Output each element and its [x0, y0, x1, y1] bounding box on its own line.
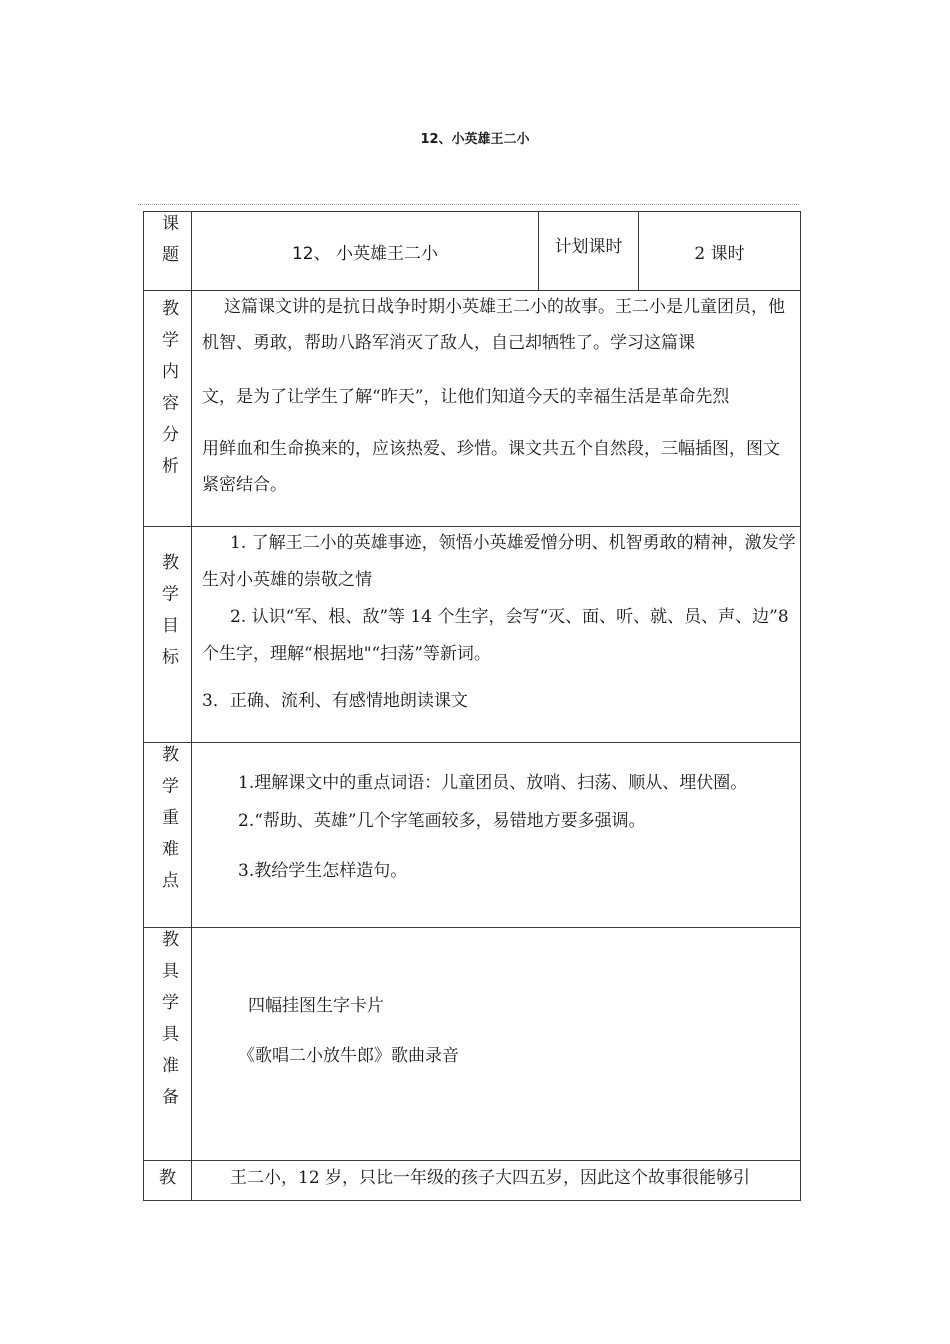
key-point-3: 3.教给学生怎样造句。 — [238, 861, 408, 881]
objectives-cell — [192, 527, 801, 743]
label-lesson-text: 课题 — [158, 214, 178, 276]
key-points-cell — [192, 743, 801, 928]
label-materials-text: 教具学具准备 — [158, 930, 178, 1119]
label-process — [144, 1161, 192, 1201]
process-cell — [192, 1161, 801, 1201]
row-materials — [144, 928, 801, 1161]
document-title: 12、小英雄王二小 — [420, 132, 530, 147]
header-rule — [138, 204, 799, 205]
analysis-para-3: 用鲜血和生命换来的，应该热爱、珍惜。课文共五个自然段，三幅插图，图文紧密结合。 — [202, 439, 780, 495]
key-point-1: 1.理解课文中的重点词语：儿童团员、放哨、扫荡、顺从、埋伏圈。 — [238, 773, 748, 793]
material-1: 四幅挂图生字卡片 — [248, 996, 384, 1016]
lesson-title-cell — [192, 212, 539, 291]
row-process — [144, 1161, 801, 1201]
row-analysis — [144, 291, 801, 527]
process-text: 王二小，12 岁，只比一年级的孩子大四五岁，因此这个故事很能够引 — [230, 1168, 751, 1188]
planned-hours-label-cell — [539, 212, 639, 291]
planned-hours-value: 2 课时 — [694, 243, 745, 264]
materials-cell — [192, 928, 801, 1161]
row-objectives — [144, 527, 801, 743]
label-lesson — [144, 212, 192, 291]
analysis-para-1: 这篇课文讲的是抗日战争时期小英雄王二小的故事。王二小是儿童团员，他机智、勇敢，帮助八路军消灭了敌人，自己却牺牲了。学习这篇课 — [202, 297, 785, 353]
planned-hours-value-cell — [639, 212, 801, 291]
label-objectives — [144, 527, 192, 743]
analysis-para-2: 文，是为了让学生了解“昨天”，让他们知道今天的幸福生活是革命先烈 — [202, 387, 730, 407]
key-point-2: 2.“帮助、英雄”几个字笔画较多，易错地方要多强调。 — [238, 811, 646, 831]
analysis-cell — [192, 291, 801, 527]
lesson-title: 12、 小英雄王二小 — [291, 243, 439, 264]
objective-1: 1. 了解王二小的英雄事迹，领悟小英雄爱憎分明、机智勇敢的精神，激发学生对小英雄的崇敬之情 — [202, 533, 796, 590]
planned-hours-label: 计划课时 — [554, 237, 623, 257]
row-lesson-title — [144, 212, 801, 291]
row-key-points — [144, 743, 801, 928]
objective-2: 2. 认识“军、根、敌”等 14 个生字，会写“灭、面、听、就、员、声、边”8 个生字，理解“根据地"“扫荡”等新词。 — [202, 607, 789, 664]
lesson-plan-table — [143, 211, 801, 1201]
label-materials — [144, 928, 192, 1161]
material-2: 《歌唱二小放牛郎》歌曲录音 — [238, 1046, 459, 1066]
label-process-text: 教 — [159, 1168, 176, 1188]
label-key-points — [144, 743, 192, 928]
label-key-points-text: 教学重难点 — [158, 745, 178, 903]
label-analysis-text: 教学内容分析 — [158, 299, 178, 488]
label-analysis — [144, 291, 192, 527]
label-objectives-text: 教学目标 — [158, 553, 178, 679]
objective-3: 3．正确、流利、有感情地朗读课文 — [202, 691, 468, 711]
